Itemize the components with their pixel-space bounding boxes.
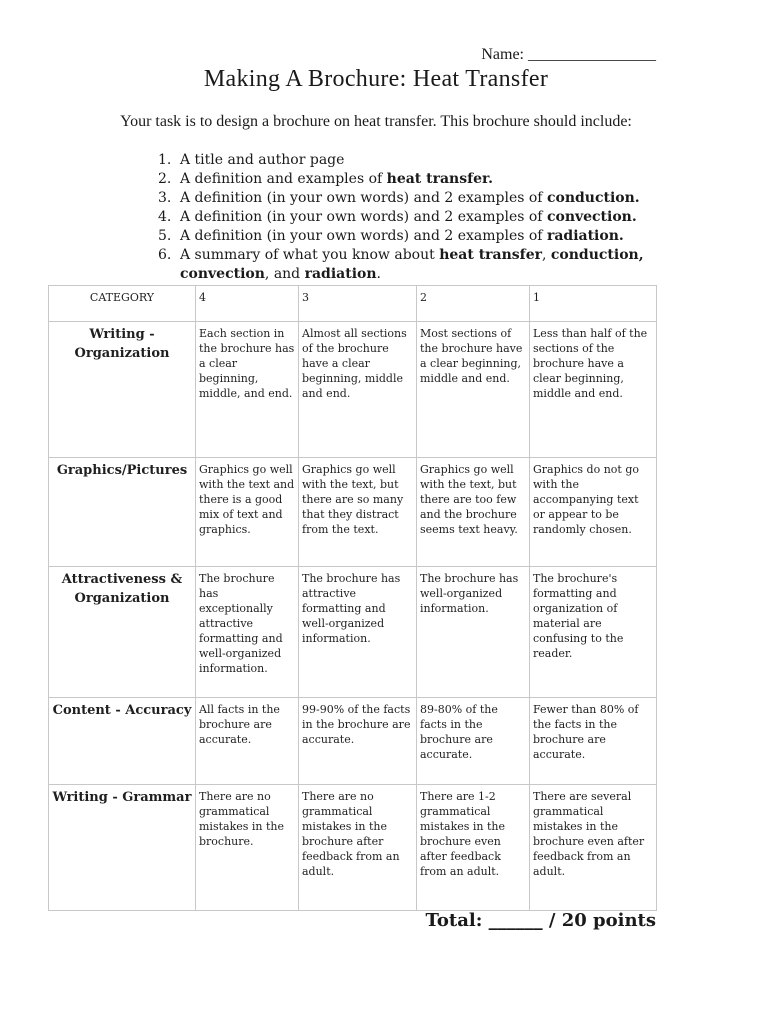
rubric-cell: There are no grammatical mistakes in the brochure.	[196, 785, 299, 911]
rubric-cell: Graphics go well with the text, but there are so many that they distract from the text.	[299, 458, 417, 567]
column-header-3: 3	[299, 286, 417, 322]
table-row	[49, 698, 657, 785]
rubric-cell: There are several grammatical mistakes in the brochure even after feedback from an adult.	[530, 785, 657, 911]
rubric-cell: Fewer than 80% of the facts in the brochure are accurate.	[530, 698, 657, 785]
column-header-1: 1	[530, 286, 657, 322]
table-row	[49, 458, 657, 567]
list-item: 6. A summary of what you know about heat transfer, conduction, convection, and radiation.	[158, 247, 644, 282]
rubric-cell: There are no grammatical mistakes in the brochure after feedback from an adult.	[299, 785, 417, 911]
rubric-cell: Less than half of the sections of the brochure have a clear beginning, middle and end.	[530, 322, 657, 458]
rubric-cell: 99-90% of the facts in the brochure are accurate.	[299, 698, 417, 785]
rubric-cell: Most sections of the brochure have a clear beginning, middle and end.	[417, 322, 530, 458]
rubric-cell: The brochure's formatting and organization of material are confusing to the reader.	[530, 567, 657, 698]
rubric-cell: Each section in the brochure has a clear beginning, middle, and end.	[196, 322, 299, 458]
table-row	[49, 785, 657, 911]
rubric-cell: 89-80% of the facts in the brochure are accurate.	[417, 698, 530, 785]
category-cell: Graphics/Pictures	[49, 458, 196, 567]
column-header-4: 4	[196, 286, 299, 322]
rubric-cell: All facts in the brochure are accurate.	[196, 698, 299, 785]
category-cell: Writing - Grammar	[49, 785, 196, 911]
list-item: 1. A title and author page	[158, 152, 345, 168]
rubric-cell: Almost all sections of the brochure have a clear beginning, middle and end.	[299, 322, 417, 458]
rubric-cell: There are 1-2 grammatical mistakes in the brochure even after feedback from an adult.	[417, 785, 530, 911]
list-item: 5. A definition (in your own words) and 2 examples of radiation.	[158, 228, 624, 244]
list-item: 3. A definition (in your own words) and 2 examples of conduction.	[158, 190, 640, 206]
rubric-cell: The brochure has attractive formatting and well-organized information.	[299, 567, 417, 698]
list-item: 4. A definition (in your own words) and 2 examples of convection.	[158, 209, 637, 225]
page-title: Making A Brochure: Heat Transfer	[203, 66, 549, 92]
rubric-cell: Graphics go well with the text and there is a good mix of text and graphics.	[196, 458, 299, 567]
rubric-cell: Graphics go well with the text, but there are too few and the brochure seems text heavy.	[417, 458, 530, 567]
requirements-list	[158, 151, 678, 284]
category-cell: Content - Accuracy	[49, 698, 196, 785]
table-row	[49, 567, 657, 698]
category-cell: Attractiveness & Organization	[49, 567, 196, 698]
category-cell: Writing - Organization	[49, 322, 196, 458]
rubric-cell: The brochure has well-organized information.	[417, 567, 530, 698]
total-points: Total: ______ / 20 points	[425, 910, 656, 931]
rubric-table	[48, 285, 657, 911]
name-field-label: Name: ________________	[481, 46, 656, 63]
task-intro: Your task is to design a brochure on heat transfer. This brochure should include:	[120, 113, 632, 130]
table-row	[49, 322, 657, 458]
rubric-cell: Graphics do not go with the accompanying text or appear to be randomly chosen.	[530, 458, 657, 567]
column-header-category: CATEGORY	[49, 286, 196, 322]
rubric-cell: The brochure has exceptionally attractive formatting and well-organized information.	[196, 567, 299, 698]
list-item: 2. A definition and examples of heat transfer.	[158, 171, 494, 187]
column-header-2: 2	[417, 286, 530, 322]
table-header-row	[49, 286, 657, 322]
